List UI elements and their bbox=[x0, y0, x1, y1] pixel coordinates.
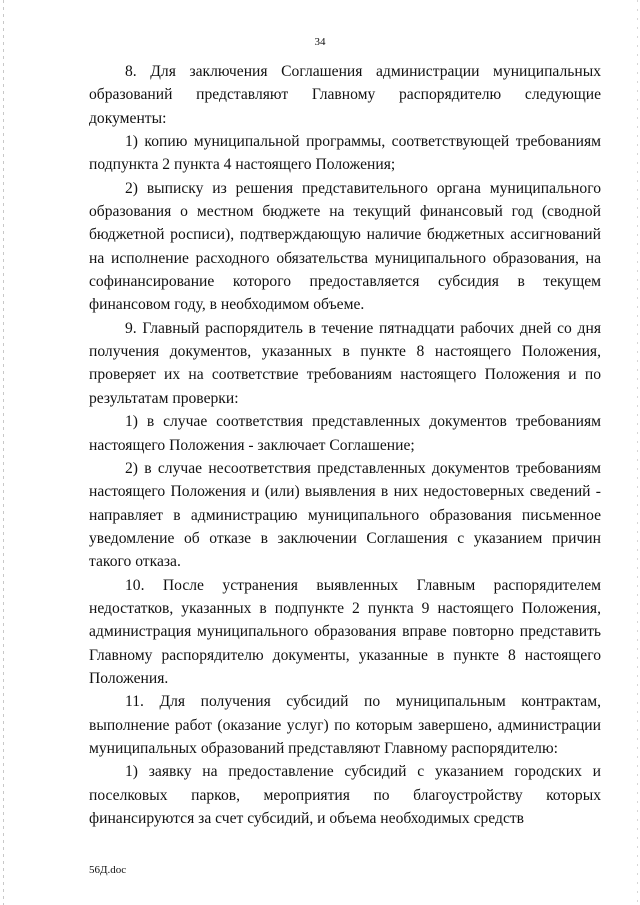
paragraph-11: 11. Для получения субсидий по муниципальным контрактам, выполнение работ (оказание услуг) по которым завершено, администрации муниципальных образований представляют Главному распорядителю: bbox=[89, 693, 601, 757]
document-body bbox=[89, 60, 601, 830]
paragraph-8: 8. Для заключения Соглашения администрации муниципальных образований представляют Главному распорядителю следующие документы: bbox=[89, 63, 601, 127]
page-number: 34 bbox=[314, 36, 326, 48]
paragraph-11-item-1: 1) заявку на предоставление субсидий с указанием городских и поселковых парков, мероприятия по благоустройству которых финансируются за счет субсидий, и объема необходимых средств bbox=[89, 763, 601, 827]
paragraph-9: 9. Главный распорядитель в течение пятнадцати рабочих дней со дня получения документов, указанных в пункте 8 настоящего Положения, проверяет их на соответствие требованиям настоящего Положения и по результатам проверки: bbox=[89, 319, 601, 407]
paragraph-9-item-2: 2) в случае несоответствия представленных документов требованиям настоящего Положения и (или) выявления в них недостоверных сведений - направляет в администрацию муниципального образования письменное уведомление об отказе в заключении Соглашения с указанием причин такого отказа. bbox=[89, 459, 601, 571]
scan-edge-right bbox=[637, 0, 638, 905]
paragraph-9-item-1: 1) в случае соответствия представленных документов требованиям настоящего Положения - заключает Соглашение; bbox=[89, 413, 601, 454]
footer-filename: 56Д.doc bbox=[89, 864, 127, 876]
scan-edge-left bbox=[3, 0, 4, 905]
paragraph-8-item-1: 1) копию муниципальной программы, соответствующей требованиям подпункта 2 пункта 4 настоящего Положения; bbox=[89, 133, 601, 174]
paragraph-10: 10. После устранения выявленных Главным распорядителем недостатков, указанных в подпункте 2 пункта 9 настоящего Положения, администрация муниципального образования вправе повторно представить Главному распорядителю документы, указанные в пункте 8 настоящего Положения. bbox=[89, 576, 601, 687]
paragraph-8-item-2: 2) выписку из решения представительного органа муниципального образования о местном бюджете на текущий финансовый год (сводной бюджетной росписи), подтверждающую наличие бюджетных ассигнований на исполнение расходного обязательства муниципального образования, на софинансирование которого предоставляется субсидия в текущем финансовом году, в необходимом объеме. bbox=[89, 179, 601, 314]
